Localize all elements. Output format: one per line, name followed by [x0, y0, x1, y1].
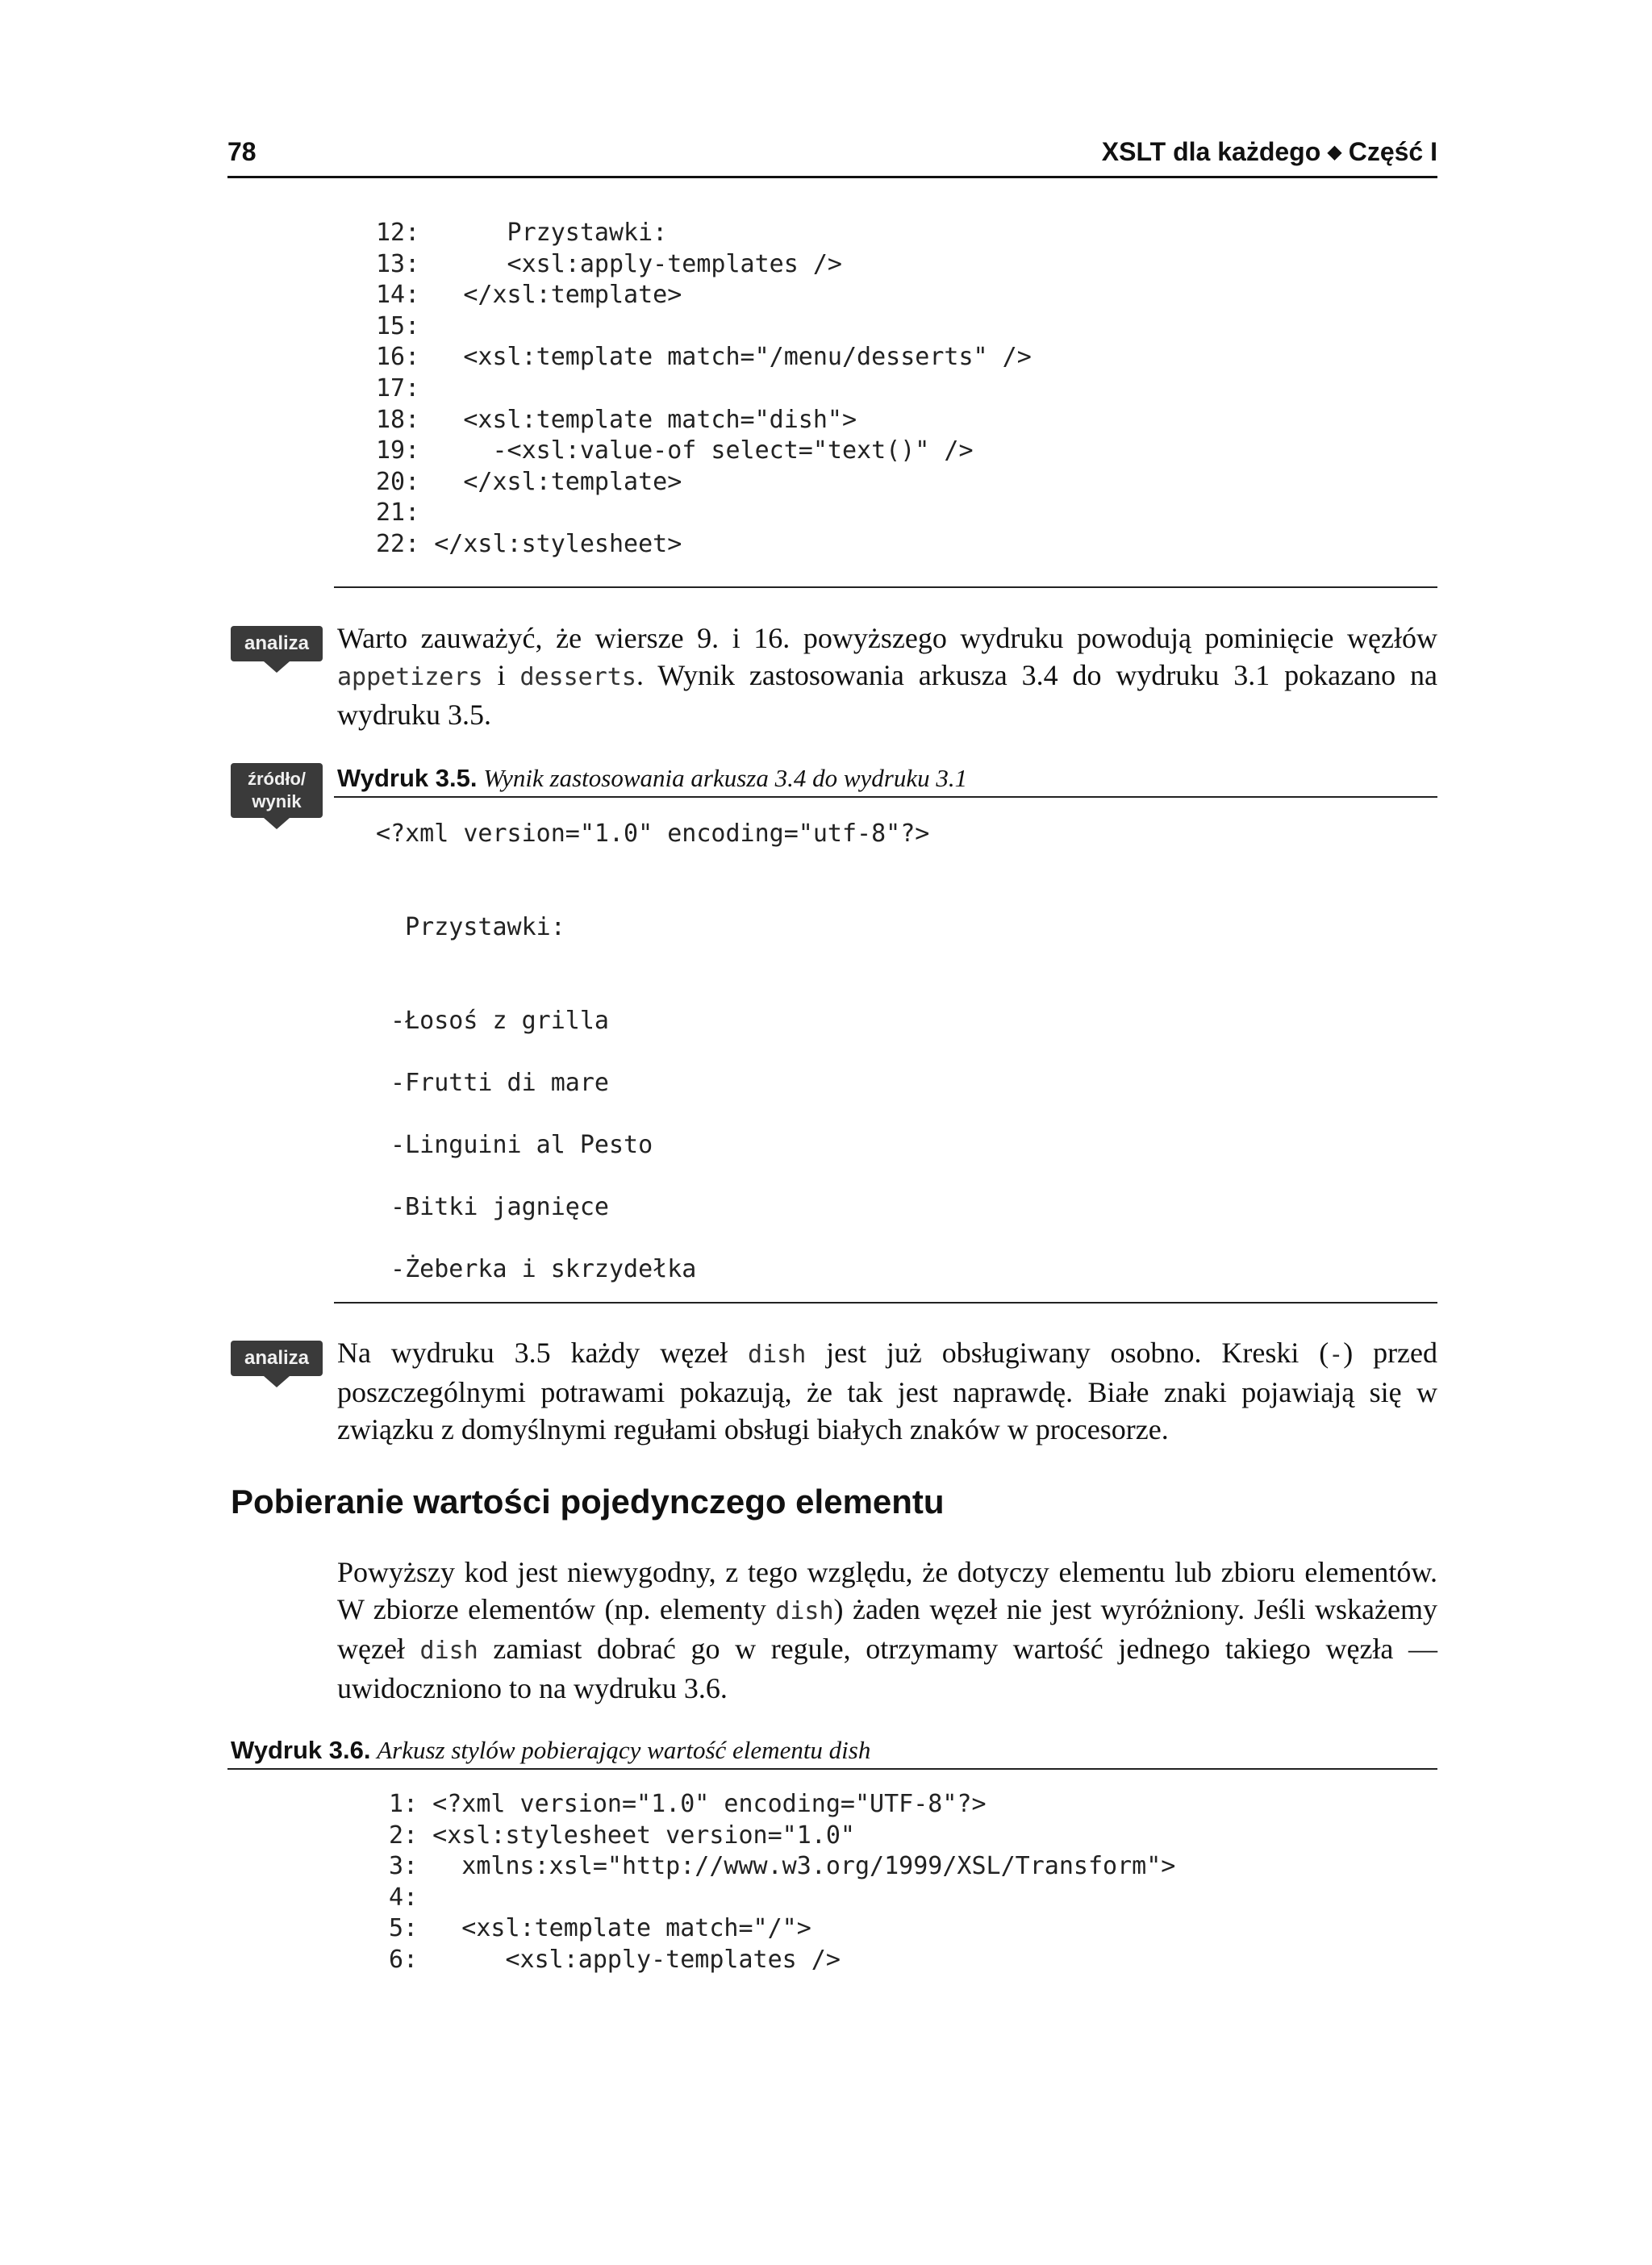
analiza-icon: analiza: [231, 626, 323, 661]
page-number: 78: [227, 137, 257, 166]
source-result-icon: źródło/ wynik: [231, 763, 323, 818]
caption-rule: [227, 1768, 1437, 1770]
note-paragraph-2: Na wydruku 3.5 każdy węzeł dish jest już obsługiwany osobno. Kreski (-) przed poszczególnymi potrawami pokazują, że tak jest naprawdę. Białe znaki pojawiają się w związku z domyślnymi regułami obsługi białych znaków w procesorze.: [337, 1337, 1438, 1445]
listing-3-6-caption: Wydruk 3.6. Arkusz stylów pobierający wartość elementu dish: [231, 1736, 871, 1764]
code-listing-continued: 12: Przystawki: 13: <xsl:apply-templates /> 14: </xsl:template> 15: 16: <xsl:template match="/menu/desserts" /> 17: 18: <xsl:template match="dish"> 19: -<xsl:value-of select="text()" /> 20: </xsl:template> 21: 22: </xsl:stylesheet>: [376, 219, 1032, 558]
listing-end-rule: [334, 586, 1437, 588]
section-heading: Pobieranie wartości pojedynczego elementu: [231, 1483, 945, 1520]
code-listing-3-5-output: <?xml version="1.0" encoding="utf-8"?> Przystawki: -Łosoś z grilla -Frutti di mare -Linguini al Pesto -Bitki jagnięce -Żeberka i skrzydełka: [376, 820, 930, 1284]
caption-rule: [334, 796, 1437, 798]
diamond-separator-icon: ◆: [1327, 141, 1342, 163]
running-header: [1102, 137, 1437, 167]
part-label: Część I: [1348, 137, 1437, 166]
note-paragraph-1: Warto zauważyć, że wiersze 9. i 16. powyższego wydruku powodują pominięcie węzłów appetizers i desserts. Wynik zastosowania arkusza 3.4 do wydruku 3.1 pokazano na wydruku 3.5.: [337, 622, 1437, 731]
listing-3-5-caption: Wydruk 3.5. Wynik zastosowania arkusza 3.4 do wydruku 3.1: [337, 764, 968, 792]
code-listing-3-6: 1: <?xml version="1.0" encoding="UTF-8"?> 2: <xsl:stylesheet version="1.0" 3: xmlns:xsl="http://www.w3.org/1999/XSL/Transform"> 4: 5: <xsl:template match="/"> 6: <xsl:apply-templates />: [389, 1790, 1176, 1974]
analiza-icon: analiza: [231, 1341, 323, 1376]
header-rule: [227, 176, 1437, 178]
body-paragraph: Powyższy kod jest niewygodny, z tego względu, że dotyczy elementu lub zbioru elementów. W zbiorze elementów (np. elementy dish) żaden węzeł nie jest wyróżniony. Jeśli wskażemy węzeł dish zamiast dobrać go w regule, otrzymamy wartość jednego takiego węzła — uwidoczniono to na wydruku 3.6.: [337, 1556, 1438, 1704]
listing-end-rule: [334, 1302, 1437, 1304]
book-title: XSLT dla każdego: [1101, 137, 1321, 166]
